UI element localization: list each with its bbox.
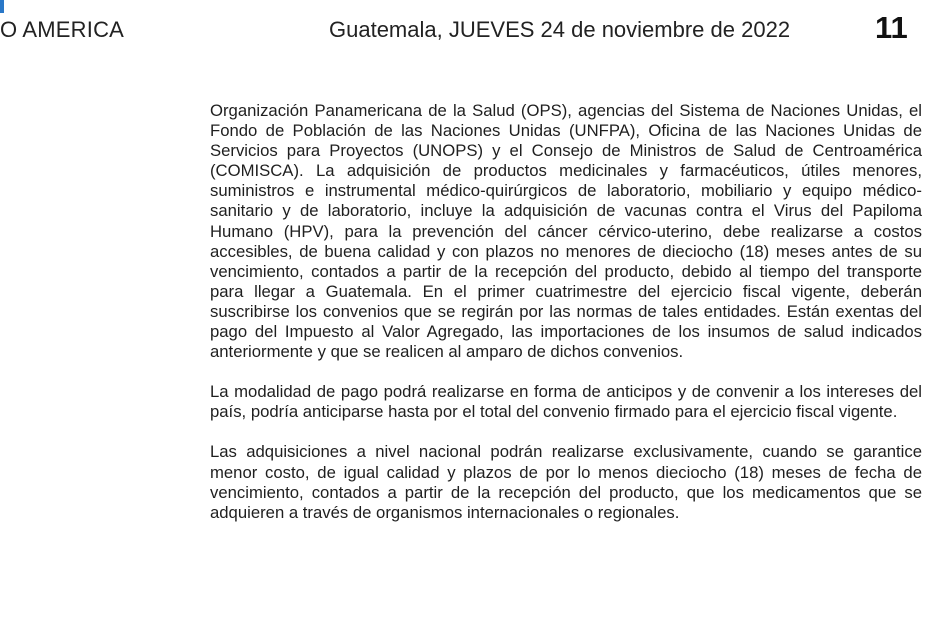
paragraph-2: La modalidad de pago podrá realizarse en forma de anticipos y de convenir a los intereses del país, podría anticiparse hasta por el total del convenio firmado para el ejercicio fiscal vigente.: [210, 382, 922, 422]
page-number: 11: [875, 10, 908, 45]
publication-name: O AMERICA: [0, 17, 125, 42]
blue-margin-mark: [0, 0, 4, 13]
page-header: [0, 0, 941, 56]
paragraph-1: Organización Panamericana de la Salud (OPS), agencias del Sistema de Naciones Unidas, el Fondo de Población de las Naciones Unidas (UNFPA), Oficina de las Naciones Unidas de Servicios para Proyectos (UNOPS) y el Consejo de Ministros de Salud de Centroamérica (COMISCA). La adquisición de productos medicinales y farmacéuticos, útiles menores, suministros e instrumental médico-quirúrgicos de laboratorio, mobiliario y equipo médico-sanitario y de laboratorio, incluye la adquisición de vacunas contra el Virus del Papiloma Humano (HPV), para la prevención del cáncer cérvico-uterino, debe realizarse a costos accesibles, de buena calidad y con plazos no menores de dieciocho (18) meses antes de su vencimiento, contados a partir de la recepción del producto, debido al tiempo del transporte para llegar a Guatemala. En el primer cuatrimestre del ejercicio fiscal vigente, deberán suscribirse los convenios que se regirán por las normas de tales entidades. Están exentas del pago del Impuesto al Valor Agregado, las importaciones de los insumos de salud indicados anteriormente y que se realicen al amparo de dichos convenios.: [210, 101, 922, 362]
publication-date: Guatemala, JUEVES 24 de noviembre de 2022: [329, 17, 791, 42]
article-body: [210, 101, 922, 543]
paragraph-3: Las adquisiciones a nivel nacional podrán realizarse exclusivamente, cuando se garantice menor costo, de igual calidad y plazos de por lo menos dieciocho (18) meses de fecha de vencimiento, contados a partir de la recepción del producto, que los medicamentos que se adquieren a través de organismos internacionales o regionales.: [210, 442, 922, 522]
